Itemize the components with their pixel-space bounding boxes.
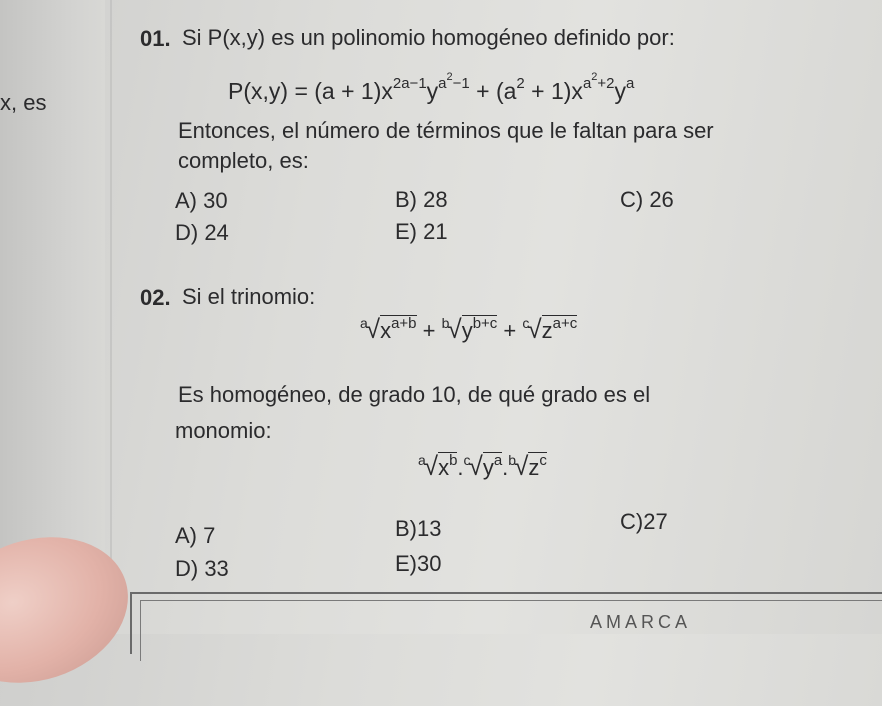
q2-stem-line1: Es homogéneo, de grado 10, de qué grado es el: [178, 382, 651, 407]
footer-frame-inner: [140, 600, 882, 661]
q1-number: 01.: [140, 26, 171, 51]
q2-monomial-formula: $^a√x^b.^c√y^a.^b√z^c$: [418, 451, 547, 481]
finger-photo-artifact: [0, 514, 147, 706]
q1-stem-line2: completo, es:: [178, 148, 309, 173]
q2-option-e: E)30: [395, 551, 442, 576]
page-fold-line: [110, 0, 112, 634]
q2-intro: Si el trinomio:: [182, 284, 316, 309]
q1-option-d: D) 24: [175, 220, 229, 245]
q2-option-b: B)13: [395, 516, 442, 541]
footer-brand-text: AMARCA: [590, 612, 692, 632]
q2-option-c: C)27: [620, 509, 668, 534]
q1-polynomial-formula: $P(x,y) = (a + 1)x^{2a-1}y^{a^2-1} + (a^2 + 1)x^{a^2+2}y^a$: [228, 71, 635, 104]
q1-option-b: B) 28: [395, 187, 448, 212]
q2-option-d: D) 33: [175, 556, 229, 581]
q2-trinomial-formula: $^a√x^{a+b} + ^b√y^{b+c} + ^c√z^{a+c}$: [360, 314, 578, 344]
q1-option-c: C) 26: [620, 187, 674, 212]
q2-number: 02.: [140, 285, 171, 310]
q2-option-a: A) 7: [175, 523, 216, 548]
q1-cut-text: x, es: [0, 90, 47, 115]
q1-intro: Si P(x,y) es un polinomio homogéneo definido por:: [182, 25, 675, 50]
q2-stem-line2: monomio:: [175, 418, 272, 443]
q1-stem-line1: Entonces, el número de términos que le faltan para ser: [178, 118, 714, 143]
q1-option-a: A) 30: [175, 188, 228, 213]
q1-option-e: E) 21: [395, 219, 448, 244]
